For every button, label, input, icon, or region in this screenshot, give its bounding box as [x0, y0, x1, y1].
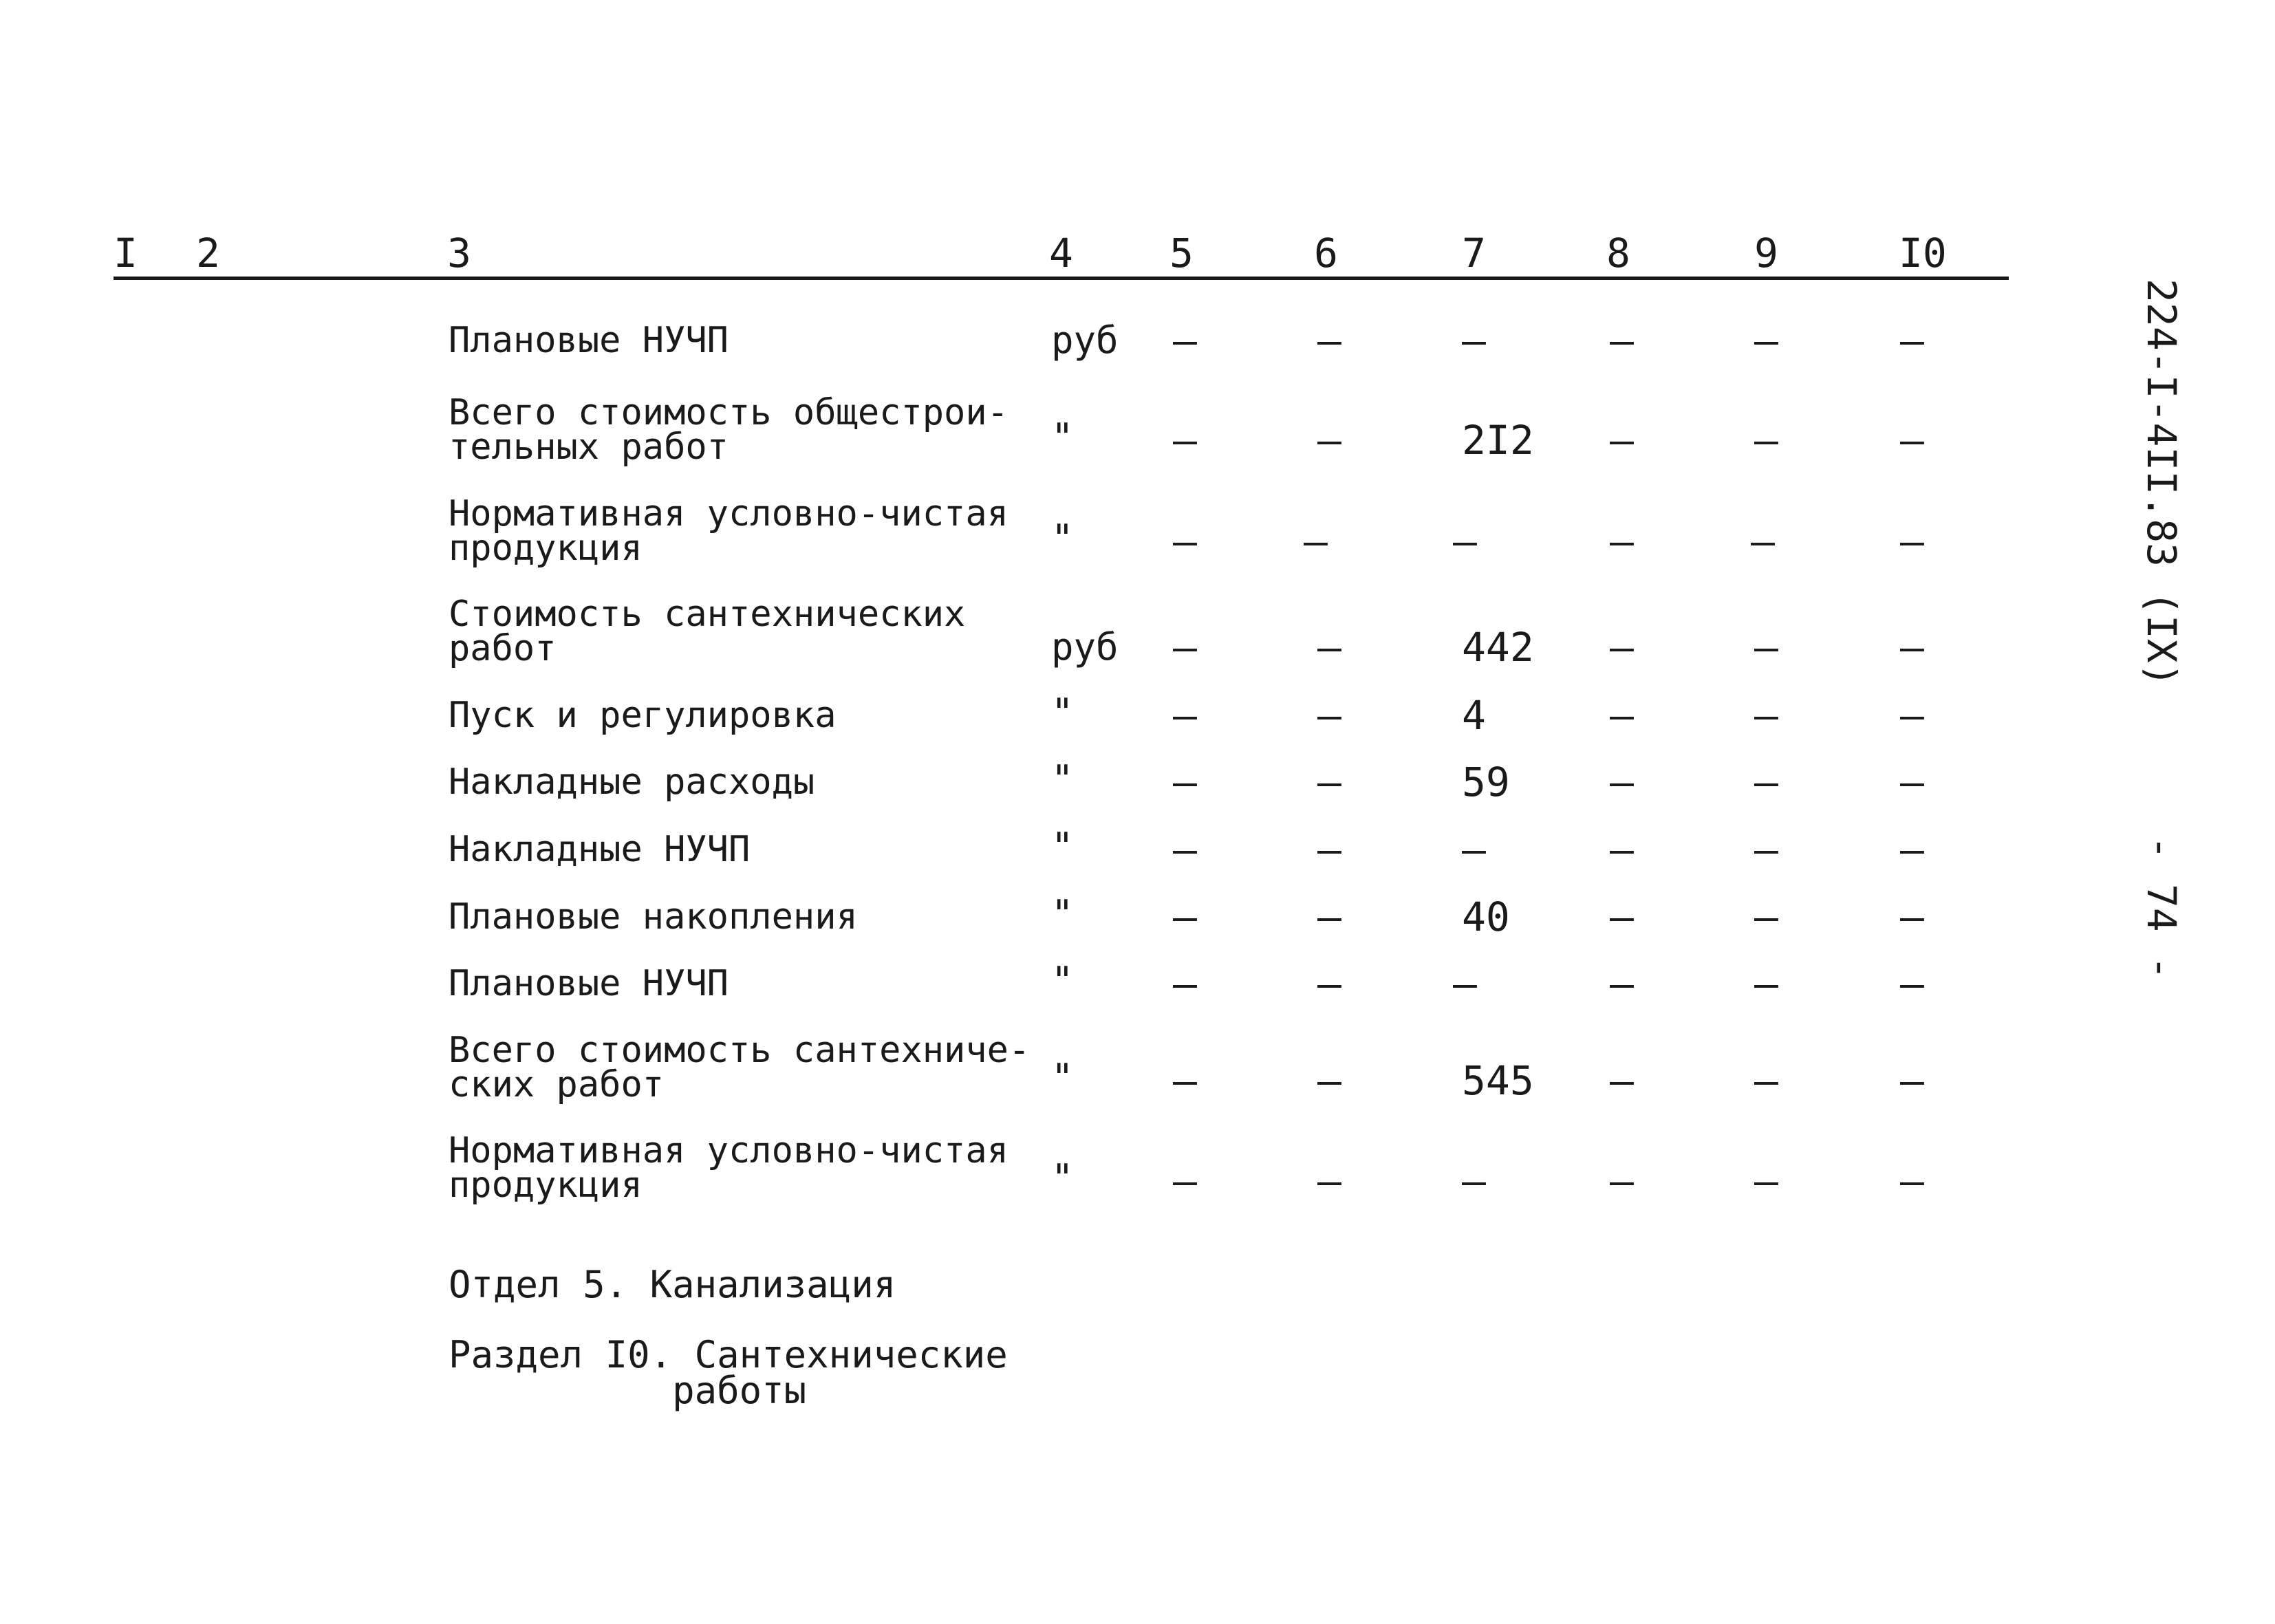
cell-col8: – — [1610, 1057, 1634, 1104]
col-header-9: 9 — [1754, 230, 1778, 277]
cell-col9: – — [1754, 759, 1778, 805]
row-unit: " — [1051, 959, 1074, 1002]
cell-col8: – — [1610, 692, 1634, 739]
cell-col9: – — [1751, 518, 1775, 565]
cell-col5: – — [1173, 826, 1197, 873]
cell-col6: – — [1317, 894, 1341, 940]
cell-col10: – — [1900, 1158, 1924, 1204]
cell-col8: – — [1610, 518, 1634, 565]
col-header-2: 2 — [196, 230, 220, 277]
cell-col7: 4 — [1462, 692, 1486, 739]
cell-col8: – — [1610, 624, 1634, 671]
row-unit: руб — [1051, 318, 1119, 362]
cell-col7: – — [1462, 317, 1486, 364]
department-heading: Отдел 5. Канализация — [449, 1263, 896, 1306]
header-rule — [114, 277, 2009, 280]
cell-col5: – — [1173, 894, 1197, 940]
cell-col9: – — [1754, 692, 1778, 739]
cell-col5: – — [1173, 1158, 1197, 1204]
cell-col6: – — [1317, 1057, 1341, 1104]
row-description: Всего стоимость сантехниче- ских работ — [449, 1030, 1031, 1105]
cell-col10: – — [1900, 960, 1924, 1007]
cell-col7: 545 — [1462, 1057, 1534, 1104]
row-unit: " — [1051, 415, 1074, 459]
row-unit: " — [1051, 1156, 1074, 1200]
cell-col5: – — [1173, 759, 1197, 805]
cell-col7: – — [1453, 960, 1477, 1007]
cell-col10: – — [1900, 1057, 1924, 1104]
cell-col7: 40 — [1462, 894, 1510, 940]
cell-col9: – — [1754, 624, 1778, 671]
col-header-3: 3 — [447, 230, 471, 277]
cell-col8: – — [1610, 894, 1634, 940]
cell-col9: – — [1754, 826, 1778, 873]
col-header-5: 5 — [1169, 230, 1194, 277]
row-unit: " — [1051, 1056, 1074, 1099]
cell-col9: – — [1754, 1158, 1778, 1204]
cell-col6: – — [1317, 1158, 1341, 1204]
row-description: Нормативная условно-чистая продукция — [449, 1130, 1009, 1206]
cell-col7: 442 — [1462, 624, 1534, 671]
cell-col7: – — [1462, 1158, 1486, 1204]
cell-col10: – — [1900, 894, 1924, 940]
cell-col8: – — [1610, 1158, 1634, 1204]
cell-col10: – — [1900, 518, 1924, 565]
cell-col7: – — [1462, 826, 1486, 873]
col-header-4: 4 — [1049, 230, 1073, 277]
cell-col8: – — [1610, 960, 1634, 1007]
col-header-6: 6 — [1314, 230, 1338, 277]
row-unit: " — [1051, 825, 1074, 868]
col-header-8: 8 — [1606, 230, 1630, 277]
row-unit: " — [1051, 892, 1074, 935]
cell-col10: – — [1900, 417, 1924, 464]
col-header-10: I0 — [1899, 230, 1947, 277]
cell-col6: – — [1317, 759, 1341, 805]
cell-col5: – — [1173, 1057, 1197, 1104]
cell-col6: – — [1317, 826, 1341, 873]
cell-col5: – — [1173, 417, 1197, 464]
cell-col7: – — [1453, 518, 1477, 565]
cell-col8: – — [1610, 317, 1634, 364]
row-description: Стоимость сантехнических работ — [449, 594, 966, 669]
cell-col9: – — [1754, 417, 1778, 464]
cell-col6: – — [1317, 692, 1341, 739]
cell-col5: – — [1173, 960, 1197, 1007]
cell-col6: – — [1304, 518, 1328, 565]
page-number: - 74 - — [2138, 836, 2185, 980]
cell-col7: 2I2 — [1462, 417, 1534, 464]
row-description: Плановые НУЧП — [449, 320, 729, 361]
cell-col10: – — [1900, 317, 1924, 364]
cell-col5: – — [1173, 624, 1197, 671]
section-heading: Раздел I0. Сантехнические работы — [449, 1333, 1008, 1412]
cell-col10: – — [1900, 692, 1924, 739]
cell-col9: – — [1754, 317, 1778, 364]
cell-col6: – — [1317, 317, 1341, 364]
cell-col8: – — [1610, 759, 1634, 805]
row-description: Плановые НУЧП — [449, 963, 729, 1004]
row-description: Всего стоимость общестрои- тельных работ — [449, 392, 1009, 468]
row-description: Нормативная условно-чистая продукция — [449, 493, 1009, 569]
col-header-7: 7 — [1462, 230, 1486, 277]
row-description: Плановые накопления — [449, 896, 858, 938]
document-code: 224-I-4II.83 (IX) — [2138, 279, 2185, 687]
row-description: Накладные НУЧП — [449, 829, 751, 870]
cell-col5: – — [1173, 518, 1197, 565]
cell-col6: – — [1317, 960, 1341, 1007]
cell-col8: – — [1610, 826, 1634, 873]
row-unit: " — [1051, 517, 1074, 560]
row-description: Пуск и регулировка — [449, 695, 837, 736]
row-unit: " — [1051, 757, 1074, 801]
cell-col5: – — [1173, 317, 1197, 364]
cell-col8: – — [1610, 417, 1634, 464]
row-description: Накладные расходы — [449, 761, 815, 803]
cell-col9: – — [1754, 894, 1778, 940]
cell-col6: – — [1317, 417, 1341, 464]
cell-col7: 59 — [1462, 759, 1510, 805]
cell-col10: – — [1900, 624, 1924, 671]
row-unit: руб — [1051, 625, 1119, 669]
cell-col9: – — [1754, 1057, 1778, 1104]
row-unit: " — [1051, 691, 1074, 734]
cell-col5: – — [1173, 692, 1197, 739]
cell-col9: – — [1754, 960, 1778, 1007]
cell-col10: – — [1900, 759, 1924, 805]
col-header-1: I — [114, 230, 138, 277]
cell-col6: – — [1317, 624, 1341, 671]
cell-col10: – — [1900, 826, 1924, 873]
